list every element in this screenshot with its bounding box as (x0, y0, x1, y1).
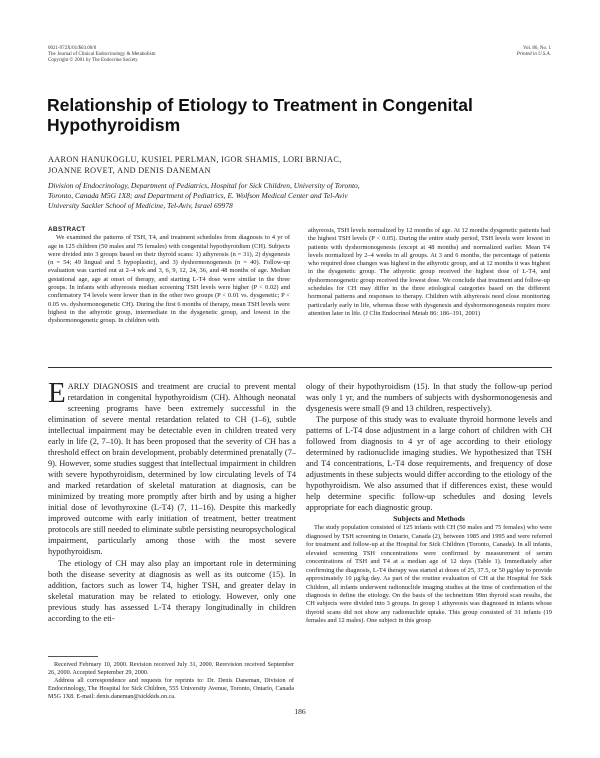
methods-heading: Subjects and Methods (393, 514, 465, 524)
footnote-correspondence: Address all correspondence and requests for reprints to: Dr. Denis Daneman, Division of Endocrinology, The Hospital for Sick Children, 555 University Avenue, Toronto, Ontario, Canada M5G 1X8. E-mail: denis.daneman@sickkids.on.ca. (48, 677, 294, 700)
intro-lead: ARLY DIAGNOSIS (67, 382, 138, 391)
abstract-heading: ABSTRACT (48, 226, 86, 233)
authors-line-2: JOANNE ROVET, AND DENIS DANEMAN (48, 166, 211, 175)
footnote-received: Received February 10, 2000. Revision received July 31, 2000. Rerevision received September 26, 2000. Accepted September 29, 2000. (48, 661, 294, 676)
drop-cap: E (48, 377, 66, 409)
header-printed: Printed in U.S.A. (516, 52, 551, 57)
abstract-text-1: We examined the patterns of TSH, T4, and treatment schedules from diagnosis to 4 yr of age in 125 children (50 males and 75 females) with congenital hypothyroidism (CH). Subjects were divided into 3 groups based on their thyroid scans: 1) athyreosis (n = 31), 2) dysgenesis (n = 54; 49 lingual and 5 hypoplastic), and 3) dyshormonogenesis (n = 40). Follow-up evaluation was carried out at 2–4 wk and 3, 6, 9, 12, 24, 36, and 48 months of age. Median gestational age, age at onset of therapy, and starting L-T4 dose were similar in the three groups. In infants with athyreosis median screening TSH levels were higher (P < 0.02) and confirmatory T4 levels were lower than in the other two groups (P < 0.01 vs. dysgenetic; P < 0.05 vs. dyshormonogenetic CH). During the first 6 months of therapy, mean TSH levels were highest in the athyrotic group, intermediate in the dysgenetic group, and lowest in the dyshormonogenetic group. In children with (48, 234, 290, 325)
author-list (48, 154, 468, 176)
abstract-divider (48, 367, 552, 368)
abstract-column-left (48, 226, 290, 326)
intro-paragraph-3: ology of their hypothyroidism (15). In that study the follow-up period was only 1 yr, and the numbers of subjects with dyshormonogenesis and dysgenesis were small (9 and 13 children, respectively). (306, 382, 552, 414)
affiliation-line-3: University Sackler School of Medicine, Tel-Aviv, Israel 69978 (48, 201, 233, 210)
affiliations (48, 181, 428, 211)
methods-section (306, 524, 552, 625)
page-number: 186 (294, 707, 306, 716)
affiliation-line-1: Division of Endocrinology, Department of Pediatrics, Hospital for Sick Children, University of Toronto, (48, 181, 360, 190)
intro-text-1: and treatment are crucial to prevent mental retardation in congenital hypothyroidism (CH). Although neonatal screening programs have been extremely successful in the elimination of severe mental retardation related to CH (1–6), subtle intellectual impairment may be detectable even in children treated very early in life (2, 7–10). It has been proposed that the severity of CH has a threshold effect on brain development, probably determined prenatally (7–9). However, some studies suggest that intellectual impairment in children with severe hypothyroidism, determined by low circulating levels of T4 and marked retardation of skeletal maturation at diagnosis, can be minimized by treating more promptly after birth and by using a higher initial dose of levothyroxine (L-T4) (7, 11–16). Despite this markedly improved outcome with early initiation of treatment, better treatment protocols are still needed to eliminate subtle persisting neuropsychological impairment, particularly among those with the most severe hypothyroidism. (48, 382, 296, 557)
footnotes (48, 661, 294, 701)
footnote-divider (48, 656, 98, 657)
body-column-right (306, 381, 552, 626)
header-journal: The Journal of Clinical Endocrinology & Metabolism (48, 52, 156, 57)
abstract-column-right (308, 227, 550, 318)
affiliation-line-2: Toronto, Canada M5G 1X8; and Department of Pediatrics, E. Wolfson Medical Center and Tel-Aviv (48, 191, 348, 200)
intro-paragraph-1 (48, 377, 296, 558)
intro-paragraph-2: The etiology of CH may also play an important role in determining both the disease severity at diagnosis as well as its outcome (15). In addition, factors such as lower T4, higher TSH, and greater delay in skeletal maturation may be related to etiology. However, only one previous study has assessed L-T4 therapy longitudinally in children according to the eti- (48, 558, 296, 623)
journal-header-right (517, 46, 551, 58)
intro-paragraph-4: The purpose of this study was to evaluate thyroid hormone levels and patterns of L-T4 dose adjustment in a large cohort of children with CH followed from diagnosis to 4 yr of age according to their etiology determined by radionuclide imaging studies. We hypothesized that TSH and T4 concentrations, L-T4 dose requirements, and frequency of dose adjustments in these subjects would differ according to the etiology of the hypothyroidism. We also assumed that if differences exist, these would help determine specific follow-up schedules and dosing levels appropriate for each diagnostic group. (306, 415, 552, 513)
article-title: Relationship of Etiology to Treatment in Congenital Hypothyroidism (47, 95, 473, 135)
methods-paragraph-1: The study population consisted of 125 infants with CH (50 males and 75 females) who were diagnosed by TSH screening in Ontario, Canada (2), between 1985 and 1995 and were referred for treatment and follow-up at the Hospital for Sick Children (Toronto, Canada). In all infants, elevated screening TSH concentrations were confirmed by measurement of serum concentrations of TSH and T4 at a median age of 12 days (Table 1). Immediately after confirming the diagnosis, L-T4 therapy was started at doses of 25, 37.5, or 50 μg/day to provide approximately 10 μg/kg·day. As part of the routine evaluation of CH at the Hospital for Sick Children, all infants underwent radionuclide imaging studies at the time of confirmation of the diagnosis to define the etiology. On the basis of the technetium 99m thyroid scan results, the CH subjects were divided into 3 groups. In group 1 athyreosis was diagnosed in infants whose thyroid scans did not show any radionuclide uptake. This group consisted of 31 infants (19 females and 12 males). One subject in this group (306, 524, 552, 625)
header-volume: Vol. 86, No. 1 (523, 46, 551, 51)
header-copyright: Copyright © 2001 by The Endocrine Society (48, 58, 138, 63)
authors-line-1: AARON HANUKOGLU, KUSIEL PERLMAN, IGOR SHAMIS, LORI BRNJAC, (48, 155, 342, 164)
abstract-text-2: athyreosis, TSH levels normalized by 12 months of age. At 12 months dysgenetic patients had the highest TSH levels (P < 0.05). During the entire study period, TSH levels were lowest in patients with dyshormonogenesis (except at 48 months) and normalized earlier. Mean T4 levels normalized by 2–4 weeks in all groups. At 3 and 6 months, the percentage of patients who required dose changes was highest in the athyrotic group, and at 12 months it was highest in the dysgenetic group. The athyrotic group received the highest dose of L-T4, and dyshormonogenetic group received the lowest dose. We conclude that treatment and follow-up schedules for CH may differ in the three etiological categories based on the different hormonal patterns and responses to therapy. Children with athyreosis need close monitoring particularly early in life, whereas those with dysgenesis and dyshormonogenesis require more attention later in life. (J Clin Endocrinol Metab 86: 186–191, 2001) (308, 227, 550, 317)
header-issn: 0021-972X/01/$03.00/0 (48, 46, 97, 51)
body-column-left (48, 377, 296, 624)
journal-header-left (48, 46, 155, 64)
